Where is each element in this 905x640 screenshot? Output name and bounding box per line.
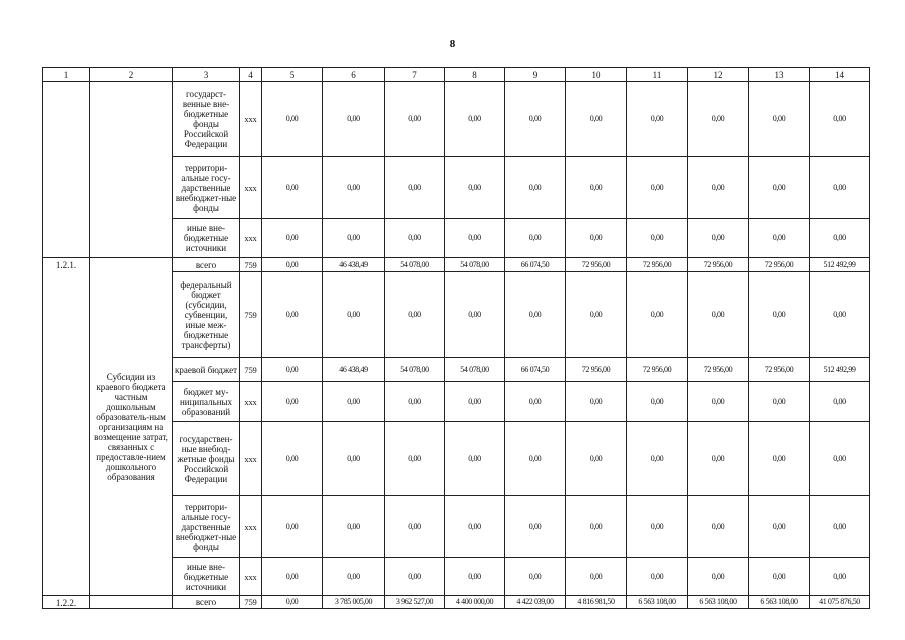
- value-cell: 72 956,00: [627, 258, 688, 272]
- value-cell: 0,00: [749, 82, 810, 157]
- value-cell: 4 422 039,00: [505, 596, 566, 609]
- column-number: 11: [627, 68, 688, 82]
- column-number: 5: [262, 68, 323, 82]
- value-cell: 66 074,50: [505, 358, 566, 382]
- value-cell: 0,00: [445, 382, 505, 422]
- description-cell: Субсидии из краевого бюджета частным дошкольным образователь-ным организациям на возмещение затрат, связанных с предоставле-нием дошкольного образования: [90, 258, 173, 596]
- row-id-cell: 1.2.1.: [43, 258, 90, 596]
- column-number: 1: [43, 68, 90, 82]
- source-cell: иные вне-бюджетные источники: [173, 219, 240, 258]
- value-cell: 512 492,99: [810, 358, 870, 382]
- value-cell: 0,00: [323, 382, 385, 422]
- value-cell: 0,00: [627, 496, 688, 558]
- value-cell: 0,00: [810, 82, 870, 157]
- source-cell: территори-альные госу-дарственные внебюджет-ные фонды: [173, 157, 240, 219]
- source-cell: государствен-ные внебюд-жетные фонды Российской Федерации: [173, 422, 240, 496]
- code-cell: ххх: [240, 558, 262, 596]
- code-cell: ххх: [240, 219, 262, 258]
- value-cell: 0,00: [505, 157, 566, 219]
- value-cell: 6 563 108,00: [749, 596, 810, 609]
- value-cell: 3 962 527,00: [385, 596, 445, 609]
- value-cell: 0,00: [385, 82, 445, 157]
- value-cell: 72 956,00: [627, 358, 688, 382]
- value-cell: 0,00: [262, 82, 323, 157]
- value-cell: 0,00: [566, 157, 627, 219]
- code-cell: ххх: [240, 157, 262, 219]
- row-id-cell: [43, 82, 90, 258]
- value-cell: 0,00: [385, 157, 445, 219]
- value-cell: 0,00: [445, 219, 505, 258]
- value-cell: 0,00: [688, 157, 749, 219]
- value-cell: 41 075 876,50: [810, 596, 870, 609]
- value-cell: 6 563 108,00: [688, 596, 749, 609]
- value-cell: 512 492,99: [810, 258, 870, 272]
- value-cell: 72 956,00: [749, 258, 810, 272]
- value-cell: 0,00: [749, 382, 810, 422]
- code-cell: 759: [240, 358, 262, 382]
- table-row: [43, 258, 870, 272]
- value-cell: 0,00: [749, 272, 810, 358]
- value-cell: 0,00: [810, 496, 870, 558]
- source-cell: территори-альные госу-дарственные внебюджет-ные фонды: [173, 496, 240, 558]
- value-cell: 0,00: [262, 157, 323, 219]
- value-cell: 3 785 005,00: [323, 596, 385, 609]
- value-cell: 54 078,00: [385, 358, 445, 382]
- value-cell: 0,00: [323, 219, 385, 258]
- source-cell: всего: [173, 596, 240, 609]
- value-cell: 0,00: [445, 157, 505, 219]
- source-cell: федеральный бюджет (субсидии, субвенции, иные меж-бюджетные трансферты): [173, 272, 240, 358]
- code-cell: 759: [240, 258, 262, 272]
- value-cell: 0,00: [445, 496, 505, 558]
- source-cell: государст-венные вне-бюджетные фонды Российской Федерации: [173, 82, 240, 157]
- value-cell: 0,00: [566, 422, 627, 496]
- column-number: 12: [688, 68, 749, 82]
- code-cell: ххх: [240, 422, 262, 496]
- code-cell: ххх: [240, 382, 262, 422]
- column-number: 4: [240, 68, 262, 82]
- value-cell: 0,00: [810, 382, 870, 422]
- value-cell: 0,00: [505, 422, 566, 496]
- column-number: 8: [445, 68, 505, 82]
- column-number: 6: [323, 68, 385, 82]
- value-cell: 72 956,00: [688, 258, 749, 272]
- value-cell: 0,00: [262, 422, 323, 496]
- value-cell: 72 956,00: [566, 358, 627, 382]
- page-number: 8: [449, 38, 456, 50]
- column-number: 13: [749, 68, 810, 82]
- value-cell: 0,00: [323, 272, 385, 358]
- source-cell: иные вне-бюджетные источники: [173, 558, 240, 596]
- value-cell: 0,00: [627, 82, 688, 157]
- value-cell: 0,00: [688, 82, 749, 157]
- code-cell: 759: [240, 596, 262, 609]
- source-cell: всего: [173, 258, 240, 272]
- source-cell: краевой бюджет: [173, 358, 240, 382]
- value-cell: 0,00: [385, 422, 445, 496]
- value-cell: 0,00: [688, 558, 749, 596]
- value-cell: 4 816 981,50: [566, 596, 627, 609]
- value-cell: 0,00: [505, 558, 566, 596]
- column-number: 2: [90, 68, 173, 82]
- value-cell: 0,00: [810, 157, 870, 219]
- value-cell: 0,00: [810, 272, 870, 358]
- value-cell: 0,00: [505, 496, 566, 558]
- value-cell: 0,00: [262, 382, 323, 422]
- value-cell: 4 400 000,00: [445, 596, 505, 609]
- value-cell: 0,00: [566, 496, 627, 558]
- value-cell: 0,00: [749, 219, 810, 258]
- value-cell: 0,00: [323, 496, 385, 558]
- source-cell: бюджет му-ниципальных образований: [173, 382, 240, 422]
- value-cell: 0,00: [385, 558, 445, 596]
- value-cell: 0,00: [566, 219, 627, 258]
- value-cell: 0,00: [505, 382, 566, 422]
- value-cell: 46 438,49: [323, 358, 385, 382]
- value-cell: 0,00: [385, 496, 445, 558]
- value-cell: 0,00: [262, 358, 323, 382]
- value-cell: 0,00: [323, 82, 385, 157]
- value-cell: 46 438,49: [323, 258, 385, 272]
- table-row: [43, 82, 870, 157]
- value-cell: 72 956,00: [749, 358, 810, 382]
- description-cell: [90, 596, 173, 609]
- value-cell: 0,00: [749, 558, 810, 596]
- description-cell: [90, 82, 173, 258]
- value-cell: 0,00: [688, 382, 749, 422]
- column-number: 10: [566, 68, 627, 82]
- value-cell: 0,00: [385, 272, 445, 358]
- value-cell: 54 078,00: [445, 358, 505, 382]
- value-cell: 0,00: [749, 422, 810, 496]
- value-cell: 0,00: [566, 272, 627, 358]
- code-cell: ххх: [240, 496, 262, 558]
- value-cell: 0,00: [688, 496, 749, 558]
- value-cell: 0,00: [385, 382, 445, 422]
- value-cell: 0,00: [505, 272, 566, 358]
- value-cell: 72 956,00: [688, 358, 749, 382]
- value-cell: 0,00: [627, 219, 688, 258]
- value-cell: 0,00: [810, 219, 870, 258]
- value-cell: 0,00: [505, 219, 566, 258]
- value-cell: 54 078,00: [385, 258, 445, 272]
- column-number: 9: [505, 68, 566, 82]
- value-cell: 0,00: [262, 272, 323, 358]
- code-cell: ххх: [240, 82, 262, 157]
- budget-table: [42, 67, 870, 609]
- value-cell: 0,00: [566, 382, 627, 422]
- value-cell: 0,00: [262, 558, 323, 596]
- value-cell: 0,00: [262, 258, 323, 272]
- value-cell: 0,00: [627, 422, 688, 496]
- value-cell: 66 074,50: [505, 258, 566, 272]
- value-cell: 0,00: [810, 422, 870, 496]
- value-cell: 0,00: [385, 219, 445, 258]
- value-cell: 0,00: [262, 219, 323, 258]
- value-cell: 0,00: [445, 422, 505, 496]
- value-cell: 0,00: [627, 558, 688, 596]
- value-cell: 0,00: [749, 157, 810, 219]
- code-cell: 759: [240, 272, 262, 358]
- value-cell: 0,00: [810, 558, 870, 596]
- value-cell: 0,00: [627, 157, 688, 219]
- value-cell: 0,00: [323, 558, 385, 596]
- value-cell: 0,00: [627, 382, 688, 422]
- value-cell: 0,00: [688, 219, 749, 258]
- table-row: [43, 596, 870, 609]
- value-cell: 0,00: [505, 82, 566, 157]
- row-id-cell: 1.2.2.: [43, 596, 90, 609]
- value-cell: 0,00: [749, 496, 810, 558]
- value-cell: 0,00: [566, 82, 627, 157]
- value-cell: 0,00: [688, 272, 749, 358]
- column-number-row: [43, 68, 870, 82]
- value-cell: 0,00: [688, 422, 749, 496]
- column-number: 7: [385, 68, 445, 82]
- value-cell: 54 078,00: [445, 258, 505, 272]
- column-number: 14: [810, 68, 870, 82]
- value-cell: 0,00: [262, 596, 323, 609]
- value-cell: 0,00: [445, 82, 505, 157]
- value-cell: 0,00: [445, 272, 505, 358]
- value-cell: 0,00: [323, 422, 385, 496]
- value-cell: 0,00: [323, 157, 385, 219]
- value-cell: 0,00: [445, 558, 505, 596]
- value-cell: 0,00: [262, 496, 323, 558]
- value-cell: 0,00: [627, 272, 688, 358]
- value-cell: 6 563 108,00: [627, 596, 688, 609]
- value-cell: 72 956,00: [566, 258, 627, 272]
- value-cell: 0,00: [566, 558, 627, 596]
- column-number: 3: [173, 68, 240, 82]
